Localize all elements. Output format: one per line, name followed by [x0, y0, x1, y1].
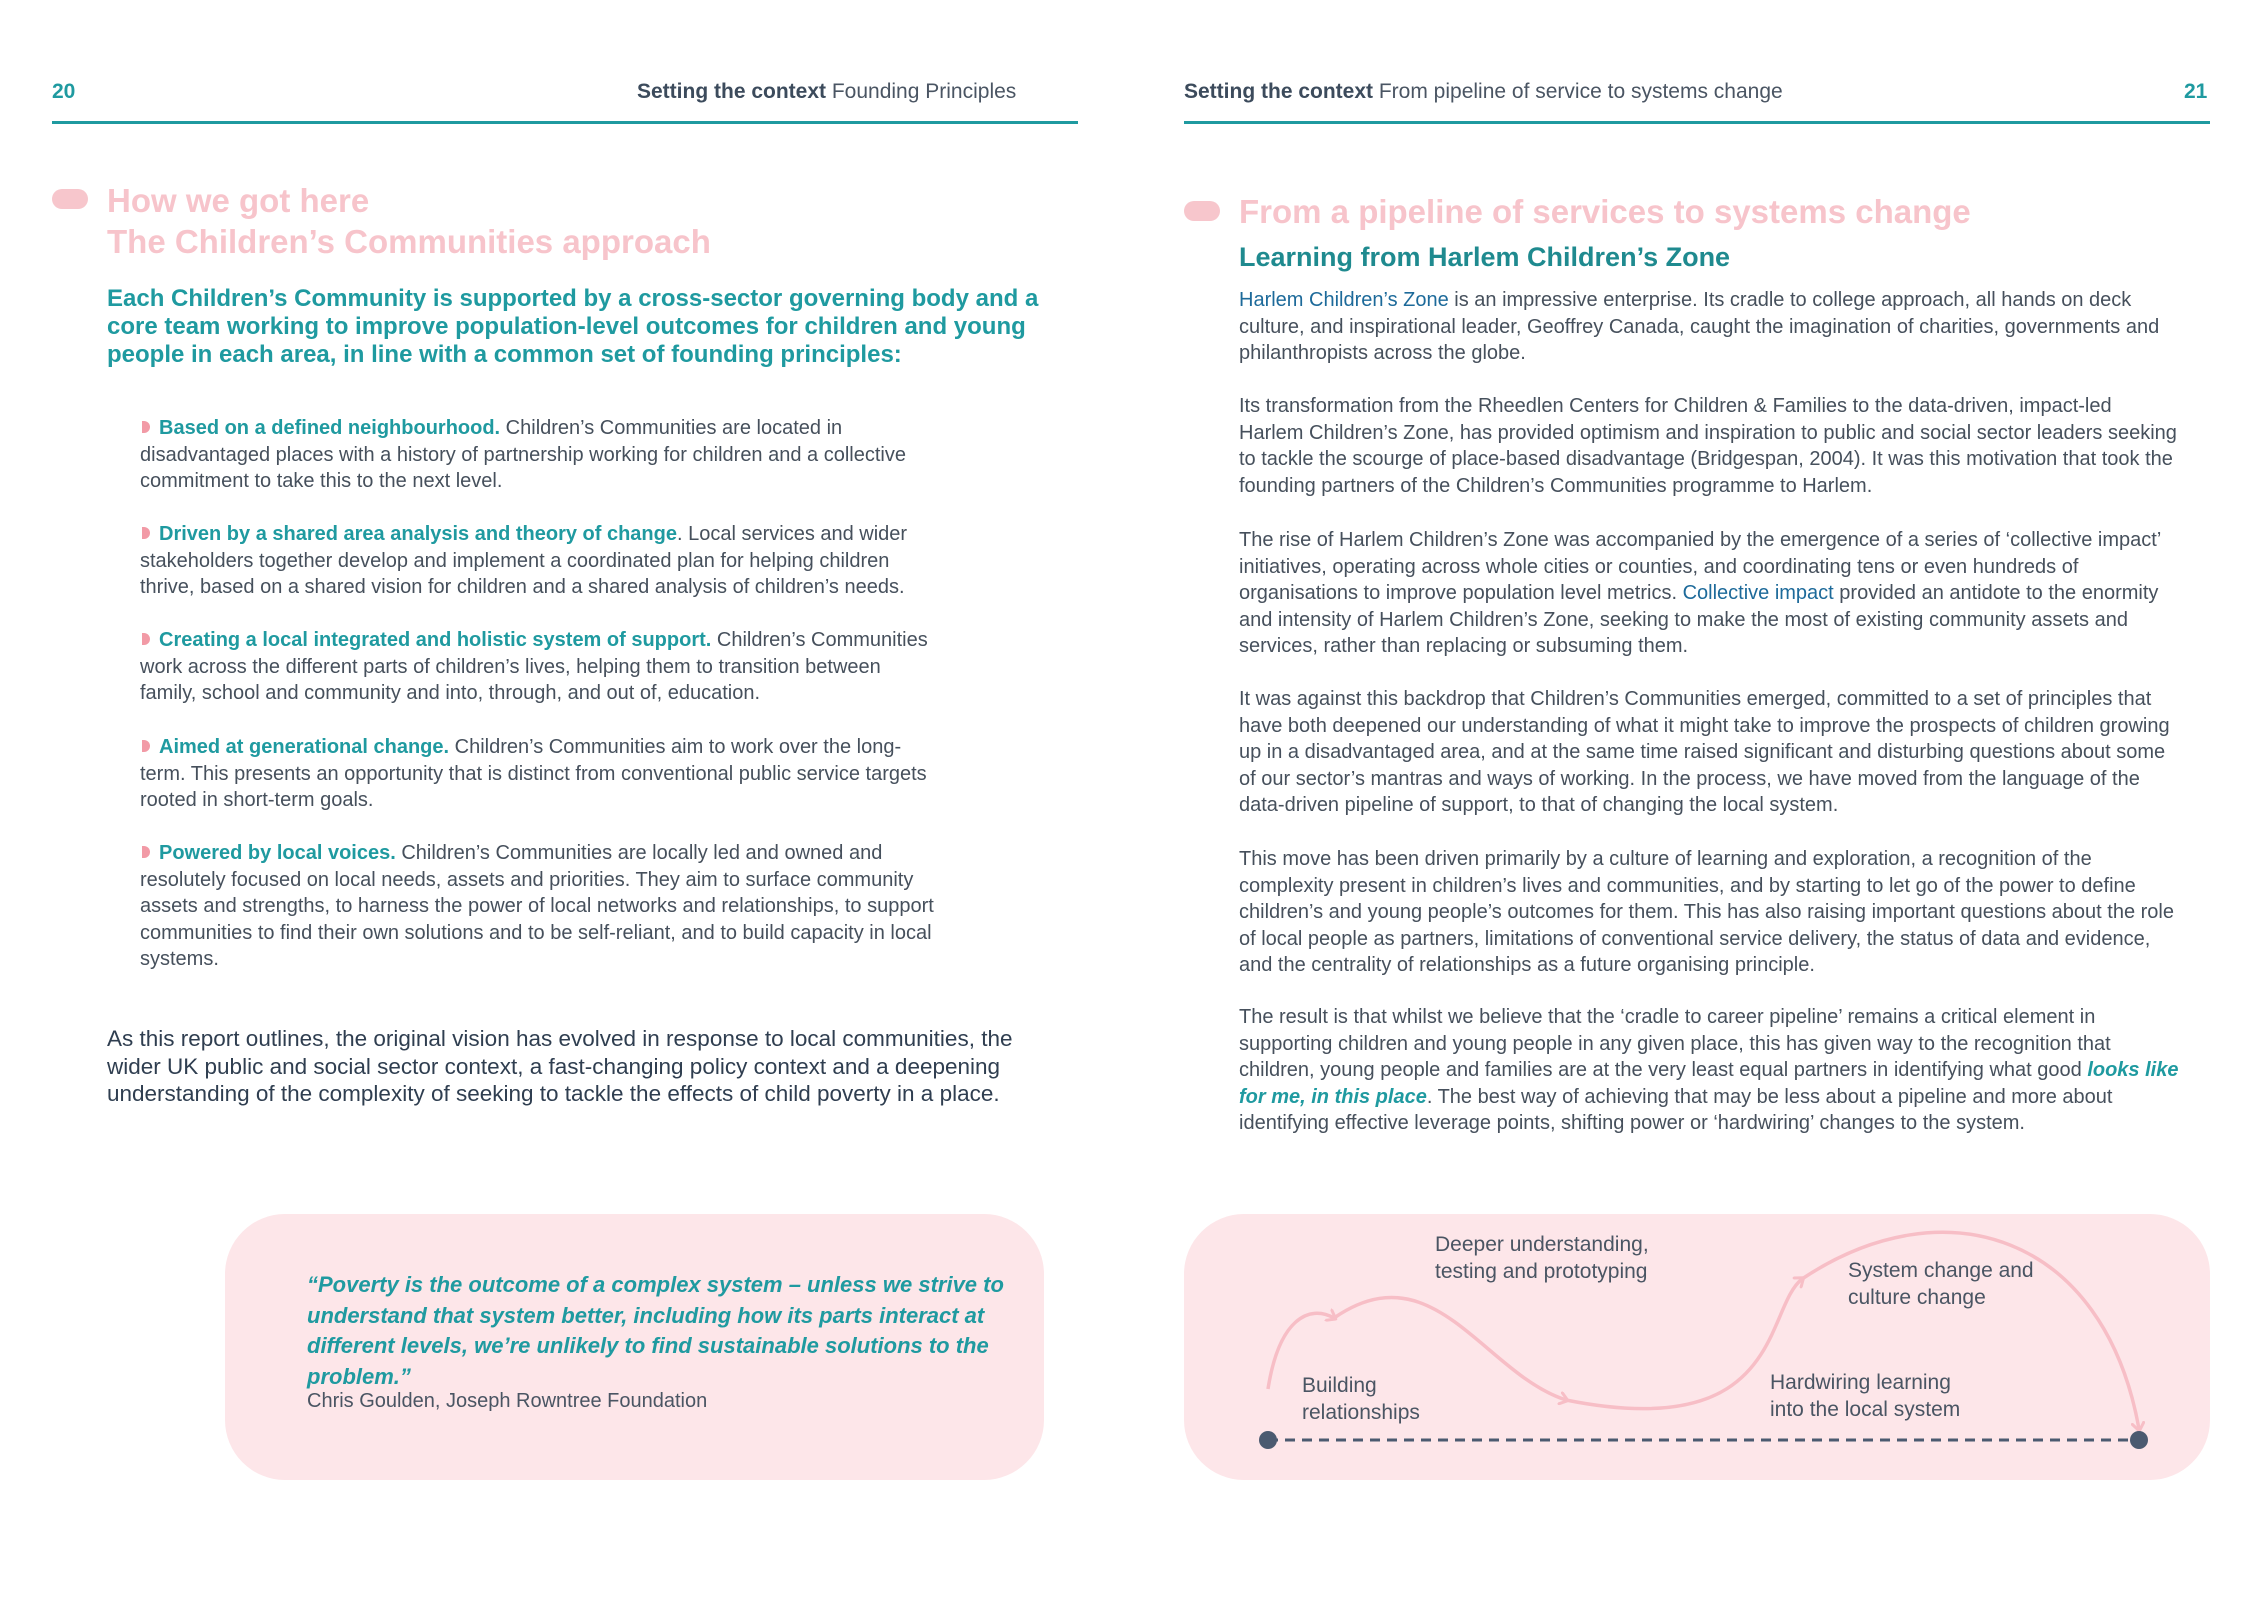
label-line: culture change	[1848, 1286, 1986, 1309]
paragraph-text: is an impressive enterprise. Its cradle to college approach, all hands on deck culture, and inspirational leader, Geoffrey Canada, caught the imagination of charities, governments and philanthropists across the globe.	[1239, 289, 2160, 365]
section-heading-line2: The Children’s Communities approach	[107, 223, 711, 260]
running-header-title: Founding Principles	[826, 80, 1017, 103]
principle-body: Children’s Communities work across the different parts of children’s lives, helping them to transition between family, school and community and into, through, and out of, education.	[140, 629, 928, 705]
principle-item	[140, 415, 940, 495]
body-paragraph: This move has been driven primarily by a culture of learning and exploration, a recognition of the complexity present in children’s lives and communities, and by starting to let go of the power to define children’s and young people’s outcomes for them. This has also raising important questions about the role of local people as partners, limitations of conventional service delivery, the status of data and evidence, and the centrality of relationships as a future organising principle.	[1239, 848, 2174, 977]
running-header-left	[637, 80, 1016, 104]
bullet-marker-icon	[142, 527, 150, 539]
quote-attribution: Chris Goulden, Joseph Rowntree Foundation	[307, 1390, 708, 1412]
label-line: testing and prototyping	[1435, 1260, 1648, 1283]
principle-title: Based on a defined neighbourhood.	[159, 417, 501, 439]
label-deeper-understanding	[1435, 1231, 1649, 1285]
harlem-childrens-zone-link[interactable]: Harlem Children’s Zone	[1239, 289, 1449, 311]
header-rule	[1184, 121, 2210, 124]
journey-diagram	[1184, 1214, 2210, 1480]
label-building-relationships	[1302, 1372, 1420, 1426]
principle-title: Aimed at generational change.	[159, 736, 450, 758]
body-paragraph	[1239, 527, 2179, 660]
bullet-marker-icon	[142, 421, 150, 433]
bullet-marker-icon	[142, 633, 150, 645]
principle-item	[140, 627, 940, 707]
journey-curve-segment-3	[1566, 1279, 1802, 1409]
paragraph-text: . The best way of achieving that may be less about a pipeline and more about identifying effective leverage points, shifting power or ‘hardwiring’ changes to the system.	[1239, 1085, 2113, 1135]
section-subheading: Learning from Harlem Children’s Zone	[1239, 242, 1731, 272]
principle-body: Children’s Communities are located in disadvantaged places with a history of partnership working for children and a collective commitment to take this to the next level.	[140, 417, 906, 493]
body-paragraph: It was against this backdrop that Children’s Communities emerged, committed to a set of principles that have both deepened our understanding of what it might take to improve the prospects of children growing up in a disadvantaged area, and at the same time raised significant and disturbing questions about some of our sector’s mantras and ways of working. In the process, we have moved from the language of the data-driven pipeline of support, to that of changing the local system.	[1239, 688, 2170, 817]
principle-title: Creating a local integrated and holistic system of support.	[159, 629, 712, 651]
running-header-bold: Setting the context	[1184, 80, 1374, 103]
label-line: System change and	[1848, 1259, 2034, 1282]
label-line: into the local system	[1770, 1398, 1961, 1421]
running-header-right	[1184, 80, 1783, 104]
paragraph-text: The result is that whilst we believe that the ‘cradle to career pipeline’ remains a critical element in supporting children and young people in any given place, this has given way to the recognition that children, young people and families are at the very least equal partners in identifying what good	[1239, 1006, 2111, 1082]
label-line: Hardwiring learning	[1770, 1371, 1951, 1394]
principle-body: Children’s Communities aim to work over the long-term. This presents an opportunity that is distinct from conventional public service targets rooted in short-term goals.	[140, 736, 927, 812]
body-paragraph: Its transformation from the Rheedlen Centers for Children & Families to the data-driven, impact-led Harlem Children’s Zone, has provided optimism and inspiration to public and social sector leaders seeking to tackle the scourge of place-based disadvantage (Bridgespan, 2004). It was this motivation that took the founding partners of the Children’s Communities programme to Harlem.	[1239, 395, 2177, 497]
bullet-marker-icon	[142, 846, 150, 858]
body-paragraph	[1239, 287, 2179, 367]
label-line: relationships	[1302, 1401, 1420, 1424]
principle-item	[140, 840, 940, 973]
principle-item	[140, 734, 940, 814]
running-header-bold: Setting the context	[637, 80, 827, 103]
label-line: Building	[1302, 1374, 1377, 1397]
principle-title: Driven by a shared area analysis and theory of change	[159, 523, 677, 545]
label-system-change	[1848, 1257, 2034, 1311]
principle-body: . Local services and wider stakeholders together develop and implement a coordinated plan for helping children thrive, based on a shared vision for children and a shared analysis of children’s needs.	[140, 523, 908, 599]
journey-start-dot	[1259, 1431, 1277, 1449]
principle-body: Children’s Communities are locally led and owned and resolutely focused on local needs, assets and priorities. They aim to surface community assets and strengths, to harness the power of local networks and relationships, to support communities to find their own solutions and to be self-reliant, and to build capacity in local systems.	[140, 842, 934, 971]
section-marker	[52, 189, 88, 209]
section-marker	[1184, 201, 1220, 221]
section-heading-line1: How we got here	[107, 182, 370, 219]
closing-paragraph: As this report outlines, the original vision has evolved in response to local communities, the wider UK public and social sector context, a fast-changing policy context and a deepening understanding of the complexity of seeking to tackle the effects of child poverty in a place.	[107, 1026, 1013, 1106]
principle-title: Powered by local voices.	[159, 842, 396, 864]
journey-diagram-svg	[1184, 1214, 2210, 1480]
bullet-marker-icon	[142, 740, 150, 752]
journey-end-dot	[2130, 1431, 2148, 1449]
quote-text: “Poverty is the outcome of a complex system – unless we strive to understand that system better, including how its parts interact at different levels, we’re unlikely to find sustainable solutions to the problem.”	[307, 1272, 1004, 1389]
emphasis-text: looks like for me, in this place	[1239, 1059, 2179, 1108]
header-rule	[52, 121, 1078, 124]
page-number-right: 21	[2184, 80, 2208, 103]
section-heading: From a pipeline of services to systems change	[1239, 193, 1971, 230]
paragraph-text: provided an antidote to the enormity and intensity of Harlem Children’s Zone, seeking to make the most of existing community assets and services, rather than replacing or subsuming them.	[1239, 582, 2159, 658]
principle-item	[140, 521, 940, 601]
lead-paragraph: Each Children’s Community is supported by a cross-sector governing body and a core team working to improve population-level outcomes for children and young people in each area, in line with a common set of founding principles:	[107, 285, 1039, 368]
paragraph-text: The rise of Harlem Children’s Zone was accompanied by the emergence of a series of ‘collective impact’ initiatives, operating across whole cities or counties, and coordinating tens or even hundreds of organisations to improve population level metrics.	[1239, 529, 2161, 605]
label-line: Deeper understanding,	[1435, 1233, 1649, 1256]
label-hardwiring-learning	[1770, 1369, 1960, 1423]
collective-impact-link[interactable]: Collective impact	[1682, 582, 1834, 605]
running-header-title: From pipeline of service to systems change	[1373, 80, 1783, 103]
body-paragraph	[1239, 1004, 2179, 1137]
page-number-left: 20	[52, 80, 76, 103]
